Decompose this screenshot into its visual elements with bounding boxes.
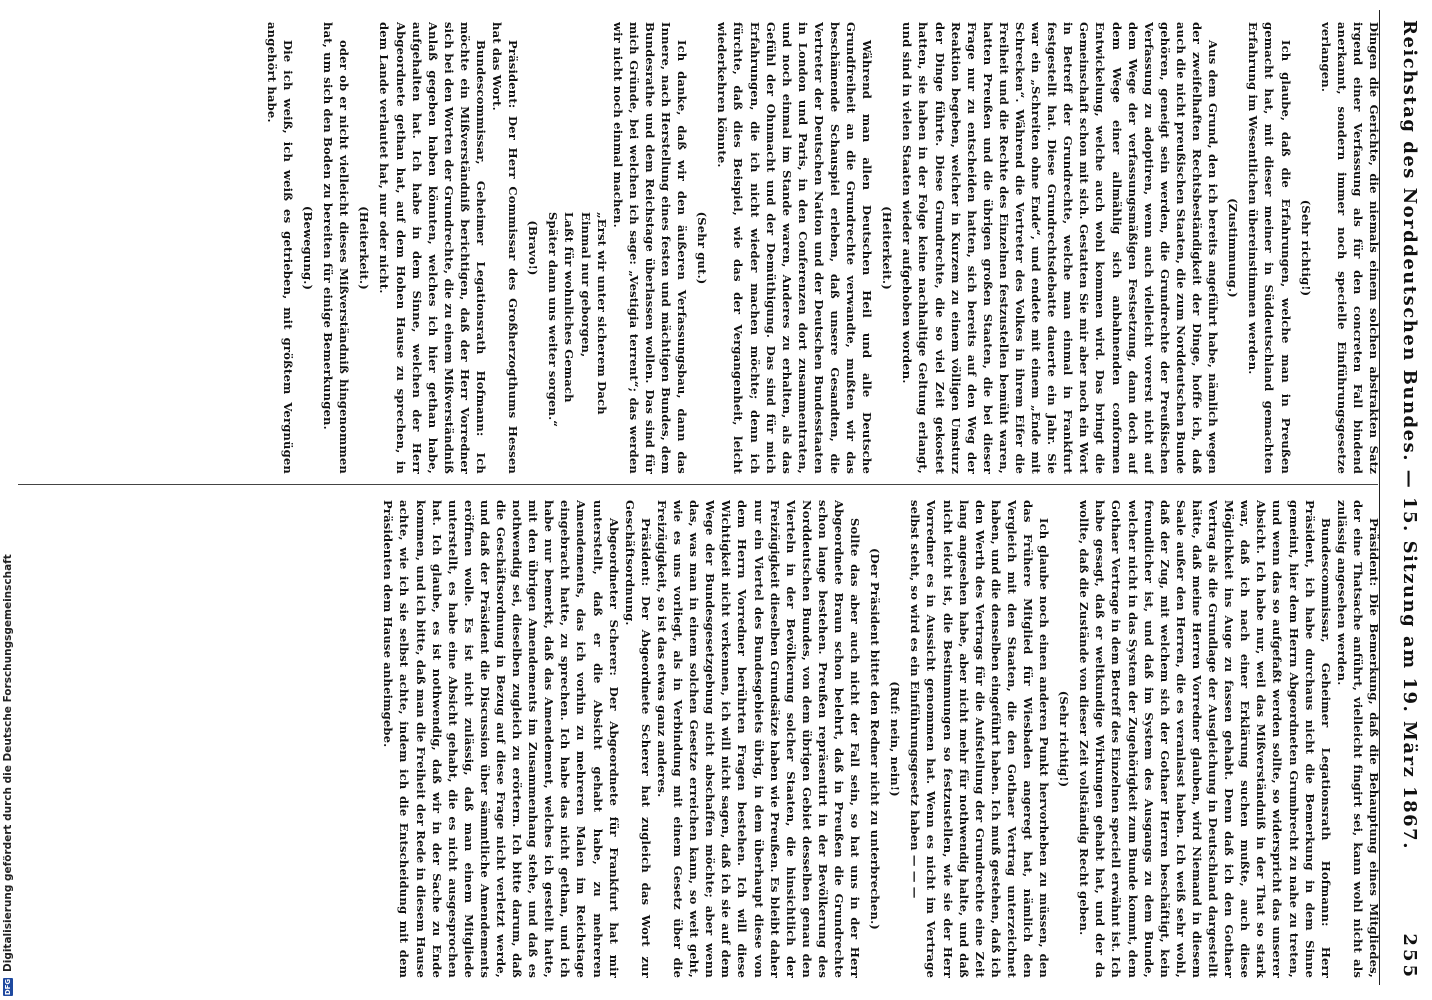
paragraph: Sollte das aber auch nicht der Fall sein, so hat uns in der Herr Abgeordnete Braun schon belehrt, daß in Preußen die Grundrechte schon lange bestehen. Preußen repräsentirt in der Bevölkerung des Norddeutschen Bundes, von dem übrigen Gebiet desselben genau den Vierteln in der Bevölkerung solcher Staaten, die hinsichtlich der Freizügigkeit dieselben Grundsätze haben wie Preußen. Es bleibt daher nur ein Viertel des Bundesgebiets übrig, in dem überhaupt diese von dem Herrn Vorredner berührten Fragen bestehen. Ich will diese Wichtigkeit nicht verkennen, ich will nicht sagen, daß ich sie auf dem Wege der Bundesgesetzgebung nicht abschaffen möchte; aber wenn das, was man in einem solchen Gesetze erreichen kann, so weit geht, wie es uns vorliegt, als in Verbindung mit einem Gesetz über die Freizügigkeit, so ist das etwas ganz anderes. (654, 500, 863, 978)
page-number: 255 (1399, 933, 1420, 980)
dfg-logo: DFG (4, 978, 12, 996)
verse-line: Später dann uns weiter sorgen.“ (546, 212, 561, 428)
stage-direction: (Heiterkeit.) (880, 206, 895, 290)
verse-line: „Erst wir unter sicherem Dach (594, 212, 609, 415)
paragraph: Bundescommissar, Geheimer Legationsrath Hofmann: Ich möchte ein Mißverständniß berichtigen, daß der Herr Vorredner sich bei den Worten der Grundrechte, die zu einem Mißverständniß Anlaß gegeben haben könnten, welches ich hier gethan habe, aufgehalten hat. Ich habe in dem Sinne, welchen der Herr Abgeordnete gethan hat, auf dem Hohen Hause zu sprechen, in dem Lande verlautet hat, nur oder nicht. (377, 22, 489, 474)
stage-direction: (Sehr richtig!) (1298, 199, 1313, 297)
column-divider (18, 484, 1378, 485)
paragraph: Präsident: Der Abgeordnete Scherer hat zugleich das Wort zur Geschäftsordnung. (622, 500, 653, 978)
header-title: Reichstag des Norddeutschen Bundes. — 15. Sitzung am 19. März 1867. (1399, 20, 1420, 850)
paragraph: Während man allen Deutschen Heil und alle Deutsche Grundfreiheit an die Grundrechte verwandte, mußten wir das beschämende Schauspiel erleben, daß unsere Gesandten, die Vertreter der Deutschen Nation und der Deutschen Bundesstaaten in London und Paris, in den Conferenzen dort zusammentraten, und noch einmal im Stande waren, Anderes zu erhalten, als das Gefühl der Ohnmacht und der Demüthigung. Das sind für mich Erfahrungen, die ich nicht wieder machen möchte; denn ich fürchte, daß dies Beispiel, wie das der Vergangenheit, leicht wiederkehren könnte. (715, 22, 875, 474)
column-right-text (380, 500, 1382, 978)
paragraph: Ich danke, daß wir den äußeren Verfassungsbau, dann das Innere, nach Herstellung eines festen und mächtigen Bundes, dem Bundesrathe und dem Reichstage überlassen wollen. Das sind für mich Gründe, bei welchen ich sage: „Vestigia terrent“; das werden wir nicht noch einmal machen. (610, 22, 690, 474)
running-header (1390, 0, 1420, 1000)
paragraph: Abgeordneter Scherer: Der Abgeordnete für Frankfurt hat mir unterstellt, daß er die Absicht gehabt habe, zu mehreren Amendements, das ich vorhin zu mehreren Malen im Reichstage eingebracht hatte, zu sprechen. Ich habe das nicht gethan, und ich habe nur bemerkt, daß das Amendement, welches ich gestellt hatte, mit den übrigen Amendements im Zusammenhang stehe, und daß es nothwendig sei, dieselben zugleich zu erörtern. Ich bitte darum, daß die Geschäftsordnung in Bezug auf diese Frage nicht verletzt werde, und daß der Präsident die Discussion über sämmtliche Amendements eröffnen wolle. Es ist nicht zulässig, daß man einem Mitgliede unterstellt, es habe eine Absicht gehabt, die es nicht ausgesprochen hat. Ich glaube, es ist nothwendig, daß wir in der Sache zu Ende kommen, und ich bitte, daß man die Freiheit der Rede in diesem Hause achte, wie ich sie selbst achte, indem ich die Entscheidung mit dem Präsidenten dem Hause anheimgebe. (381, 500, 621, 978)
digitization-credit: Digitalisierung gefördert durch die Deutsche Forschungsgemeinschaft (2, 554, 14, 972)
paragraph: Ich glaube, daß die Erfahrungen, welche man in Preußen gemacht hat, mit dieser meiner in Süddeutschland gemachten Erfahrung im Wesentlichen übereinstimmen werden. (1246, 22, 1293, 474)
stage-direction: (Heiterkeit.) (357, 206, 372, 290)
paragraph: Dingen die Gerichte, die niemals einem solchen abstrakten Satz irgend einer Verfassung als für den concreten Fall bindend anerkannt, sondern immer noch specielle Einführungsgesetze verlangen. (1318, 22, 1381, 474)
footer-strip (0, 0, 16, 1000)
paragraph: Ich glaube noch einen anderen Punkt hervorheben zu müssen, den das Frühere Mitglied für Wiesbaden angeregt hat, nämlich den Vergleich mit den Staaten, die den Gothaer Vertrag unterzeichnet haben, und die denselben eingeführt haben. Ich muß gestehen, daß ich den Werth des Vertrags für die Aufstellung der Grundrechte eine Zeit lang angesehen habe, aber nicht mehr für nothwendig halte, und daß nicht leicht ist, die Bestimmungen so festzustellen, wie sie der Herr Vorredner es in Aussicht genommen hat. Wenn es nicht im Vertrage selbst steht, so wird es ein Einführungsgesetz haben — — — (908, 500, 1052, 978)
stage-direction: (Bewegung.) (301, 205, 316, 291)
stage-direction: (Sehr richtig!) (1057, 690, 1072, 788)
paragraph: Bundescommissar, Geheimer Legationsrath Hofmann: Herr Präsident, ich habe durchaus nicht die Bemerkung in dem Sinne gemeint, hier dem Herrn Abgeordneten Grumbrecht zu nahe zu treten, und wenn das so aufgefaßt werden sollte, so widerspricht das unserer Absicht. Ich habe nur, weil das Mißverständniß in der That so stark war, daß ich nach einer Erklärung suchen mußte, auch diese Möglichkeit ins Auge zu fassen gehabt. Denn daß ich den Gothaer Vertrag als die Grundlage der Ausgleichung in Deutschland dargestellt hätte, daß meine Herren Vorredner glauben, wird Niemand in diesem Saale außer den Herren, die es veranlasst haben. Ich weiß sehr wohl, daß der Zug, mit welchem sich der Gothaer Herren beschäftigt, kein freundlicher ist, und daß im System des Ausgangs zu dem Bunde, welcher nicht in das System der Zugehörigkeit zum Bunde kommt, dem Gothaer Vertrage in dem Betreff des Einzelnen speciell erwähnt ist. Ich habe gesagt, daß er weltkundige Wirkungen gehabt hat, und der da wollte, daß die Zustände von dieser Zeit vollständig Recht geben. (1077, 500, 1333, 978)
verse-line: Einmal nur geborgen, (578, 212, 593, 358)
stage-direction: (Zustimmung.) (1226, 198, 1241, 298)
paragraph: Aus dem Grund, den ich bereits angeführt habe, nämlich wegen der zweifelhaften Rechtsbeständigkeit der Dinge, hoffe ich, daß auch die nicht preußischen Staaten, die zum Norddeutschen Bunde gehören, geneigt sein werden, die Grundrechte der Preußischen Verfassung zu adoptiren, wenn auch vielleicht vorerst nicht auf dem Wege der verfassungsmäßigen Festsetzung, dann doch auf dem Wege einer allmählig sich anbahnenden conformen Entwickelung, welche auch wohl kommen wird. Das bringt die Gemeinschaft schon mit sich. Gestatten Sie mir aber noch ein Wort in Betreff der Grundrechte, welche man einmal in Frankfurt festgestellt hat. Diese Grundrechtsdebatte dauerte ein Jahr. Sie war ein „Schreiten ohne Ende“, und endete mit einem „Ende mit Schrecken“. Während die Vertreter des Volkes in ihrem Eifer die Freiheit und die Rechte des Einzelnen festzustellen bemüht waren, hatten Preußen und die übrigen großen Staaten, die bei dieser Frage nur zu entscheiden hatten, sich bereits auf den Weg der Reaktion begeben, welcher in Kurzem zu einem völligen Umsturz der Dinge führte. Diese Grundrechte, die so viel Zeit gekostet hatten, sie haben in der Folge keine nachhaltige Geltung erlangt, und sind in vielen Staaten wieder aufgehoben worden. (900, 22, 1221, 474)
stage-direction: (Sehr gut.) (695, 211, 710, 285)
paragraph: Präsident: Die Bemerkung, daß die Behauptung eines Mitgliedes, der eine Thatsache anführt, vielleicht fingirt sei, kann wohl nicht als zulässig angesehen werden. (1334, 500, 1381, 978)
column-left-text (264, 22, 1382, 474)
paragraph: oder ob er nicht vielleicht dieses Mißverständniß hingenommen hat, um sich den Boden zu bereiten für einige Bemerkungen. (321, 22, 352, 474)
paragraph: Die ich weiß, ich weiß es getrieben, mit größtem Vergnügen angehört habe. (264, 22, 295, 474)
verse-line: Laßt für wohnliches Gemach (562, 212, 577, 403)
stage-direction: (Ruf: nein, nein!) (888, 681, 903, 797)
paragraph: Präsident: Der Herr Commissar des Großherzogthums Hessen hat das Wort. (490, 22, 521, 474)
stage-direction: (Der Präsident bittet den Redner nicht zu unterbrechen.) (868, 548, 883, 930)
stage-direction: (Bravo!) (526, 220, 541, 276)
